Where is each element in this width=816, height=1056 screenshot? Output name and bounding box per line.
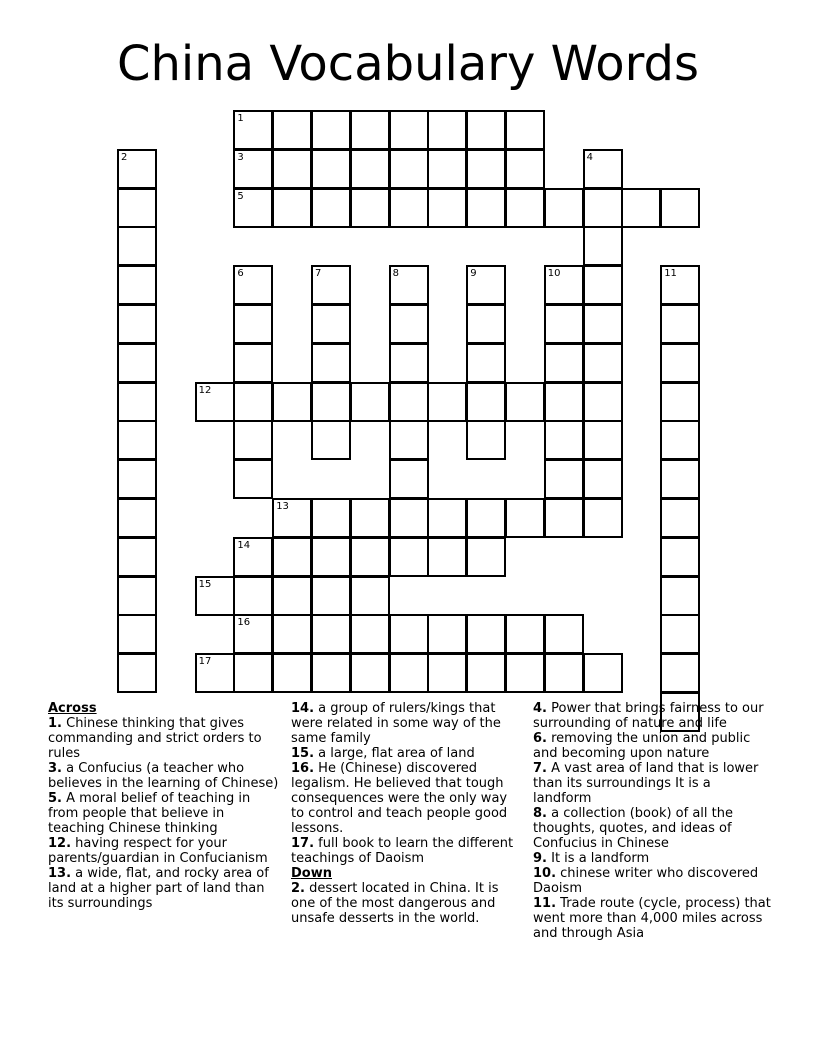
clue-number: 6. xyxy=(533,731,547,746)
grid-cell[interactable] xyxy=(389,188,429,228)
grid-cell[interactable] xyxy=(117,149,157,189)
grid-cell[interactable] xyxy=(505,149,545,189)
grid-cell[interactable] xyxy=(311,614,351,654)
clue-number: 4. xyxy=(533,701,547,716)
grid-cell[interactable] xyxy=(311,343,351,383)
clue-text: Trade route (cycle, process) that went more than 4,000 miles across and through Asia xyxy=(533,896,771,941)
grid-cell[interactable] xyxy=(660,343,700,383)
clue-number: 7 xyxy=(315,268,322,280)
grid-cell[interactable] xyxy=(544,614,584,654)
grid-cell[interactable] xyxy=(583,226,623,266)
grid-cell[interactable] xyxy=(350,382,390,422)
grid-cell[interactable] xyxy=(427,653,467,693)
grid-cell[interactable] xyxy=(311,188,351,228)
grid-cell[interactable] xyxy=(233,537,273,577)
grid-cell[interactable] xyxy=(117,498,157,538)
down-clue xyxy=(533,851,773,866)
grid-cell[interactable] xyxy=(233,188,273,228)
down-clue-list-continued xyxy=(533,701,773,941)
clue-number: 15. xyxy=(291,746,315,761)
grid-cell[interactable] xyxy=(427,188,467,228)
grid-cell[interactable] xyxy=(466,265,506,305)
grid-cell[interactable] xyxy=(505,653,545,693)
clue-number: 7. xyxy=(533,761,547,776)
clue-text: full book to learn the different teachings of Daoism xyxy=(291,836,514,866)
clue-text: dessert located in China. It is one of the most dangerous and unsafe desserts in the world. xyxy=(291,881,499,926)
grid-cell[interactable] xyxy=(660,420,700,460)
grid-cell[interactable] xyxy=(117,188,157,228)
clue-number: 12. xyxy=(48,836,72,851)
grid-cell[interactable] xyxy=(466,498,506,538)
grid-cell[interactable] xyxy=(505,110,545,150)
grid-cell[interactable] xyxy=(427,110,467,150)
grid-cell[interactable] xyxy=(117,459,157,499)
grid-cell[interactable] xyxy=(233,420,273,460)
grid-cell[interactable] xyxy=(350,110,390,150)
grid-cell[interactable] xyxy=(660,498,700,538)
grid-cell[interactable] xyxy=(466,382,506,422)
grid-cell[interactable] xyxy=(389,459,429,499)
grid-cell[interactable] xyxy=(544,188,584,228)
grid-cell[interactable] xyxy=(544,420,584,460)
grid-cell[interactable] xyxy=(389,653,429,693)
grid-cell[interactable] xyxy=(389,149,429,189)
grid-cell[interactable] xyxy=(350,537,390,577)
grid-cell[interactable] xyxy=(272,576,312,616)
grid-cell[interactable] xyxy=(583,653,623,693)
grid-cell[interactable] xyxy=(660,265,700,305)
grid-cell[interactable] xyxy=(583,343,623,383)
grid-cell[interactable] xyxy=(311,420,351,460)
grid-cell[interactable] xyxy=(350,614,390,654)
grid-cell[interactable] xyxy=(544,382,584,422)
grid-cell[interactable] xyxy=(544,459,584,499)
grid-cell[interactable] xyxy=(466,420,506,460)
clue-number: 9. xyxy=(533,851,547,866)
across-heading: Across xyxy=(48,701,97,716)
clue-text: A moral belief of teaching in from people that believe in teaching Chinese thinking xyxy=(48,791,251,836)
grid-cell[interactable] xyxy=(660,304,700,344)
grid-cell[interactable] xyxy=(389,110,429,150)
clue-number: 17 xyxy=(198,656,212,668)
grid-cell[interactable] xyxy=(311,576,351,616)
clue-number: 17. xyxy=(291,836,315,851)
grid-cell[interactable] xyxy=(583,382,623,422)
clues-column-3 xyxy=(533,701,773,941)
grid-cell[interactable] xyxy=(117,304,157,344)
clue-number: 5. xyxy=(48,791,62,806)
grid-cell[interactable] xyxy=(389,537,429,577)
grid-cell[interactable] xyxy=(272,614,312,654)
across-clue xyxy=(48,761,280,791)
across-clue xyxy=(48,791,280,836)
clue-number: 14 xyxy=(237,539,251,551)
grid-cell[interactable] xyxy=(195,382,235,422)
grid-cell[interactable] xyxy=(117,537,157,577)
grid-cell[interactable] xyxy=(195,576,235,616)
grid-cell[interactable] xyxy=(660,459,700,499)
clue-text: a group of rulers/kings that were related in some way of the same family xyxy=(291,701,501,746)
grid-cell[interactable] xyxy=(544,498,584,538)
across-clue xyxy=(48,836,280,866)
clue-number: 13. xyxy=(48,866,72,881)
grid-cell[interactable] xyxy=(583,304,623,344)
grid-cell[interactable] xyxy=(427,498,467,538)
grid-cell[interactable] xyxy=(117,382,157,422)
page-title: China Vocabulary Words xyxy=(116,36,700,92)
clue-text: removing the union and public and becoming upon nature xyxy=(533,731,751,761)
clue-number: 6 xyxy=(237,268,244,280)
clue-number: 10. xyxy=(533,866,557,881)
grid-cell[interactable] xyxy=(272,653,312,693)
grid-cell[interactable] xyxy=(233,265,273,305)
grid-cell[interactable] xyxy=(350,653,390,693)
clue-number: 15 xyxy=(198,578,212,590)
clue-text: chinese writer who discovered Daoism xyxy=(533,866,759,896)
clue-number: 4 xyxy=(586,151,593,163)
grid-cell[interactable] xyxy=(117,614,157,654)
down-clue xyxy=(533,701,773,731)
grid-cell[interactable] xyxy=(117,576,157,616)
down-clue-list xyxy=(291,881,521,926)
clue-text: It is a landform xyxy=(546,851,650,866)
clues-column-1 xyxy=(48,701,280,911)
across-clue-list-continued xyxy=(291,701,521,866)
across-clue xyxy=(48,716,280,761)
down-clue xyxy=(533,866,773,896)
grid-cell[interactable] xyxy=(660,537,700,577)
grid-cell[interactable] xyxy=(660,576,700,616)
clue-text: a Confucius (a teacher who believes in the learning of Chinese) xyxy=(48,761,279,791)
clue-text: a large, flat area of land xyxy=(314,746,475,761)
grid-cell[interactable] xyxy=(272,498,312,538)
grid-cell[interactable] xyxy=(233,304,273,344)
clue-number: 11. xyxy=(533,896,557,911)
grid-cell[interactable] xyxy=(466,614,506,654)
grid-cell[interactable] xyxy=(583,188,623,228)
grid-cell[interactable] xyxy=(389,265,429,305)
clue-number: 3. xyxy=(48,761,62,776)
grid-cell[interactable] xyxy=(311,498,351,538)
grid-cell[interactable] xyxy=(195,653,235,693)
grid-cell[interactable] xyxy=(389,382,429,422)
clue-text: A vast area of land that is lower than its surroundings It is a landform xyxy=(533,761,759,806)
grid-cell[interactable] xyxy=(389,614,429,654)
grid-cell[interactable] xyxy=(466,537,506,577)
grid-cell[interactable] xyxy=(350,576,390,616)
down-clue xyxy=(533,761,773,806)
grid-cell[interactable] xyxy=(272,110,312,150)
grid-cell[interactable] xyxy=(272,188,312,228)
across-clue xyxy=(291,701,521,746)
grid-cell[interactable] xyxy=(389,420,429,460)
grid-cell[interactable] xyxy=(311,304,351,344)
clues-column-2 xyxy=(291,701,521,926)
clue-number: 14. xyxy=(291,701,315,716)
grid-cell[interactable] xyxy=(660,382,700,422)
grid-cell[interactable] xyxy=(350,149,390,189)
grid-cell[interactable] xyxy=(427,537,467,577)
clue-number: 16. xyxy=(291,761,315,776)
grid-cell[interactable] xyxy=(233,343,273,383)
grid-cell[interactable] xyxy=(660,188,700,228)
clue-number: 2. xyxy=(291,881,305,896)
grid-cell[interactable] xyxy=(311,149,351,189)
grid-cell[interactable] xyxy=(544,653,584,693)
grid-cell[interactable] xyxy=(311,265,351,305)
grid-cell[interactable] xyxy=(350,498,390,538)
grid-cell[interactable] xyxy=(272,382,312,422)
clue-text: Chinese thinking that gives commanding and strict orders to rules xyxy=(48,716,262,761)
across-clue xyxy=(291,836,521,866)
grid-cell[interactable] xyxy=(272,149,312,189)
grid-cell[interactable] xyxy=(272,537,312,577)
across-clue xyxy=(48,866,280,911)
clue-number: 16 xyxy=(237,617,251,629)
grid-cell[interactable] xyxy=(427,382,467,422)
clue-number: 9 xyxy=(470,268,477,280)
grid-cell[interactable] xyxy=(311,537,351,577)
grid-cell[interactable] xyxy=(350,188,390,228)
grid-cell[interactable] xyxy=(233,614,273,654)
clue-number: 1 xyxy=(237,113,244,124)
clue-text: Power that brings fairness to our surrounding of nature and life xyxy=(533,701,764,731)
grid-cell[interactable] xyxy=(233,459,273,499)
grid-cell[interactable] xyxy=(544,304,584,344)
grid-cell[interactable] xyxy=(583,420,623,460)
grid-cell[interactable] xyxy=(389,343,429,383)
grid-cell[interactable] xyxy=(660,614,700,654)
grid-cell[interactable] xyxy=(117,653,157,693)
grid-cell[interactable] xyxy=(583,459,623,499)
grid-cell[interactable] xyxy=(505,614,545,654)
clue-text: having respect for your parents/guardian in Confucianism xyxy=(48,836,268,866)
grid-cell[interactable] xyxy=(427,614,467,654)
grid-cell[interactable] xyxy=(466,304,506,344)
grid-cell[interactable] xyxy=(389,498,429,538)
grid-cell[interactable] xyxy=(427,149,467,189)
grid-cell[interactable] xyxy=(660,653,700,693)
grid-cell[interactable] xyxy=(544,265,584,305)
grid-cell[interactable] xyxy=(233,653,273,693)
down-clue xyxy=(533,806,773,851)
down-clue xyxy=(533,731,773,761)
clue-number: 1. xyxy=(48,716,62,731)
grid-cell[interactable] xyxy=(466,188,506,228)
grid-cell[interactable] xyxy=(466,149,506,189)
across-clue xyxy=(291,746,521,761)
clue-number: 3 xyxy=(237,151,244,163)
clue-text: a collection (book) of all the thoughts, quotes, and ideas of Confucius in Chinese xyxy=(533,806,734,851)
clue-text: a wide, flat, and rocky area of land at a higher part of land than its surroundings xyxy=(48,866,269,911)
grid-cell[interactable] xyxy=(466,110,506,150)
grid-cell[interactable] xyxy=(621,188,661,228)
clue-number: 11 xyxy=(664,268,677,280)
grid-cell[interactable] xyxy=(544,343,584,383)
grid-cell[interactable] xyxy=(583,265,623,305)
grid-cell[interactable] xyxy=(466,343,506,383)
across-clue-list xyxy=(48,716,280,911)
across-clue xyxy=(291,761,521,836)
down-clue xyxy=(533,896,773,941)
grid-cell[interactable] xyxy=(583,498,623,538)
grid-cell[interactable] xyxy=(505,188,545,228)
grid-cell[interactable] xyxy=(117,343,157,383)
grid-cell[interactable] xyxy=(117,265,157,305)
grid-cell[interactable] xyxy=(466,653,506,693)
clue-number: 8 xyxy=(392,268,399,280)
grid-cell[interactable] xyxy=(311,382,351,422)
clue-text: He (Chinese) discovered legalism. He believed that tough consequences were the only way to control and teach people good lessons. xyxy=(291,761,508,836)
down-clue xyxy=(291,881,521,926)
grid-cell[interactable] xyxy=(117,226,157,266)
grid-cell[interactable] xyxy=(311,653,351,693)
down-heading: Down xyxy=(291,866,332,881)
grid-cell[interactable] xyxy=(233,382,273,422)
grid-cell[interactable] xyxy=(311,110,351,150)
grid-cell[interactable] xyxy=(117,420,157,460)
grid-cell[interactable] xyxy=(389,304,429,344)
grid-cell[interactable] xyxy=(233,110,273,150)
grid-cell[interactable] xyxy=(505,382,545,422)
grid-cell[interactable] xyxy=(233,149,273,189)
grid-cell[interactable] xyxy=(233,576,273,616)
clue-number: 2 xyxy=(121,151,128,163)
clue-number: 13 xyxy=(276,501,289,512)
clue-number: 12 xyxy=(198,384,212,396)
clue-number: 8. xyxy=(533,806,547,821)
clue-number: 10 xyxy=(547,268,561,280)
clue-number: 5 xyxy=(237,190,244,202)
grid-cell[interactable] xyxy=(583,149,623,189)
grid-cell[interactable] xyxy=(505,498,545,538)
